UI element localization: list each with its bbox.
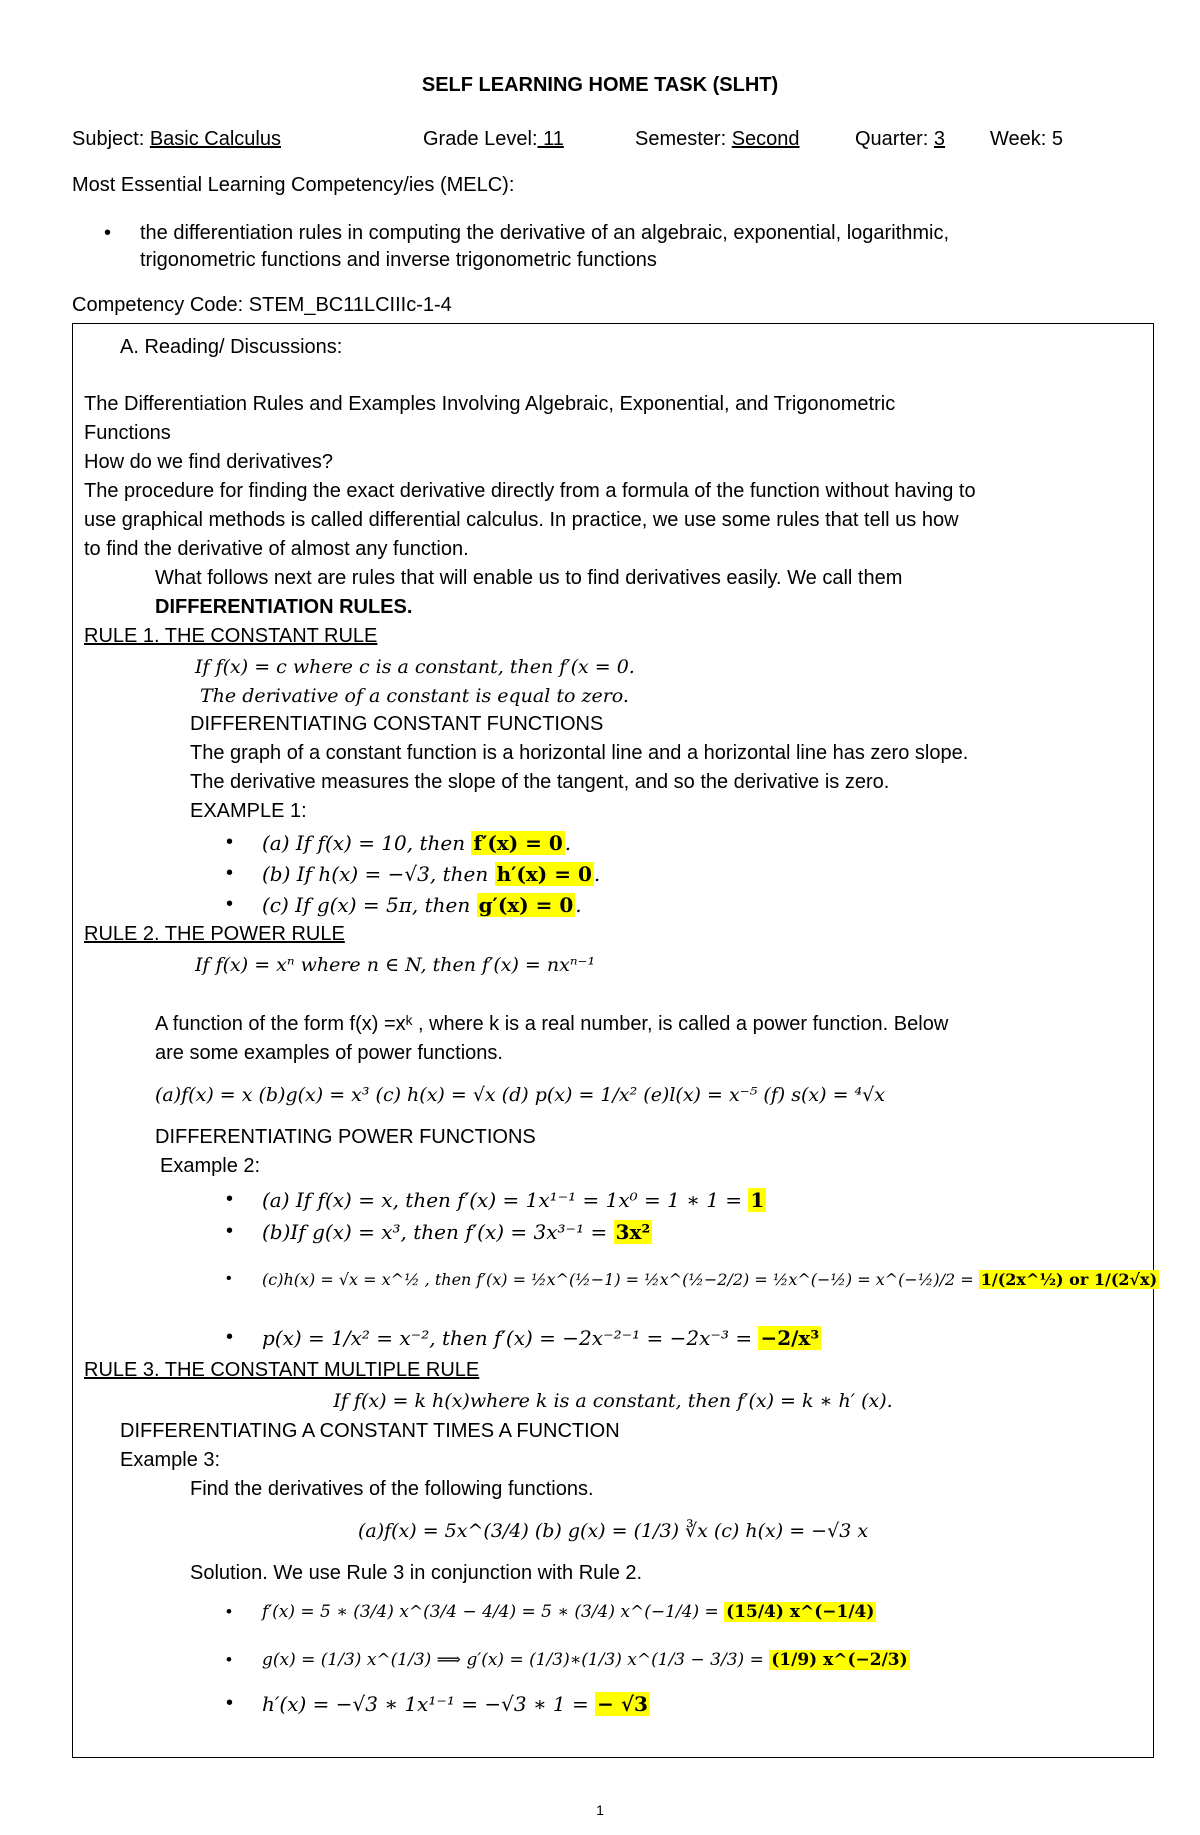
grade-label: Grade Level:	[423, 128, 538, 150]
rule3-title: RULE 3. THE CONSTANT MULTIPLE RULE	[84, 1359, 480, 1381]
rule2-formula: If f(x) = xⁿ where n ∈ N, then f′(x) = nxⁿ⁻¹	[195, 954, 596, 976]
example3-item: • g(x) = (1/3) x^(1/3) ⟹ g′(x) = (1/3)∗(1/3) x^(1/3 − 3/3) = (1/9) x^(−2/3)	[262, 1650, 910, 1670]
example2-item: • (b)If g(x) = x³, then f′(x) = 3x³⁻¹ = 3x²	[262, 1220, 652, 1244]
paragraph-line: The procedure for finding the exact derivative directly from a formula of the function without having to	[84, 480, 976, 502]
rule2-subheading: DIFFERENTIATING POWER FUNCTIONS	[155, 1126, 536, 1148]
rule1-subheading: DIFFERENTIATING CONSTANT FUNCTIONS	[190, 713, 604, 735]
highlighted-answer: (1/9) x^(−2/3)	[771, 1650, 908, 1670]
document-title: SELF LEARNING HOME TASK (SLHT)	[421, 74, 779, 96]
quarter-line	[855, 128, 945, 151]
competency-code: Competency Code: STEM_BC11LCIIIc-1-4	[72, 294, 452, 316]
melc-bullet-cont: trigonometric functions and inverse trigonometric functions	[140, 249, 657, 271]
highlighted-answer: 3x²	[615, 1220, 651, 1244]
paragraph-line: What follows next are rules that will enable us to find derivatives easily. We call them	[155, 567, 903, 589]
rule3-formula: If f(x) = k h(x)where k is a constant, then f′(x) = k ∗ h′ (x).	[333, 1390, 893, 1412]
example1-label: EXAMPLE 1:	[190, 800, 307, 822]
example2-item: • p(x) = 1/x² = x⁻², then f′(x) = −2x⁻²⁻¹ = −2x⁻³ = −2/x³	[262, 1326, 821, 1350]
example2-item: • (a) If f(x) = x, then f′(x) = 1x¹⁻¹ = 1x⁰ = 1 ∗ 1 = 1	[262, 1188, 766, 1212]
example2-label: Example 2:	[160, 1155, 261, 1177]
semester-value: Second	[731, 128, 800, 150]
example3-item: • f′(x) = 5 ∗ (3/4) x^(3/4 − 4/4) = 5 ∗ (3/4) x^(−1/4) = (15/4) x^(−1/4)	[262, 1602, 876, 1622]
rule2-text: A function of the form f(x) =xᵏ , where k is a real number, is called a power function. Below	[155, 1013, 949, 1035]
highlighted-answer: f′(x) = 0	[473, 831, 563, 855]
semester-label: Semester:	[635, 128, 727, 150]
subject-value: Basic Calculus	[149, 128, 281, 150]
quarter-label: Quarter:	[855, 128, 929, 150]
week-line: Week: 5	[990, 128, 1063, 150]
quarter-value: 3	[933, 128, 946, 150]
melc-label: Most Essential Learning Competency/ies (MELC):	[72, 174, 515, 196]
page-number: 1	[596, 1802, 604, 1818]
paragraph-line: use graphical methods is called differential calculus. In practice, we use some rules that tell us how	[84, 509, 959, 531]
highlighted-answer: h′(x) = 0	[496, 862, 592, 886]
highlighted-answer: (15/4) x^(−1/4)	[726, 1602, 875, 1622]
rule1-text: The derivative measures the slope of the tangent, and so the derivative is zero.	[190, 771, 890, 793]
rule1-note: The derivative of a constant is equal to zero.	[200, 685, 629, 707]
grade-value: 11	[537, 128, 564, 150]
highlighted-answer: 1/(2x^½) or 1/(2√x)	[980, 1270, 1158, 1289]
semester-line	[635, 128, 800, 151]
example3-item: • h′(x) = −√3 ∗ 1x¹⁻¹ = −√3 ∗ 1 = − √3	[262, 1692, 650, 1716]
example3-solution: Solution. We use Rule 3 in conjunction with Rule 2.	[190, 1562, 643, 1584]
rule1-title: RULE 1. THE CONSTANT RULE	[84, 625, 378, 647]
highlighted-answer: g′(x) = 0	[478, 893, 574, 917]
rule2-title: RULE 2. THE POWER RULE	[84, 923, 345, 945]
rule2-text: are some examples of power functions.	[155, 1042, 503, 1064]
example1-item: • (c) If g(x) = 5π, then g′(x) = 0 .	[262, 893, 582, 917]
differentiation-rules-label: DIFFERENTIATION RULES.	[155, 596, 413, 618]
topic-heading-cont: Functions	[84, 422, 171, 444]
rule1-text: The graph of a constant function is a horizontal line and a horizontal line has zero slope.	[190, 742, 969, 764]
highlighted-answer: −2/x³	[760, 1326, 820, 1350]
example3-instruction: Find the derivatives of the following functions.	[190, 1478, 594, 1500]
subject-label: Subject:	[72, 128, 145, 150]
section-a-heading: A. Reading/ Discussions:	[120, 336, 343, 358]
example3-label: Example 3:	[120, 1449, 221, 1471]
example3-functions: (a)f(x) = 5x^(3/4) (b) g(x) = (1/3) ∛x (c) h(x) = −√3 x	[357, 1520, 869, 1542]
highlighted-answer: 1	[750, 1188, 765, 1212]
example2-item: • (c)h(x) = √x = x^½ , then f′(x) = ½x^(½−1) = ½x^(½−2/2) = ½x^(−½) = x^(−½)/2 = 1/(2x^½) or 1/(2√x)	[262, 1270, 1159, 1289]
grade-line	[423, 128, 564, 151]
power-function-examples: (a)f(x) = x (b)g(x) = x³ (c) h(x) = √x (d) p(x) = 1/x² (e)l(x) = x⁻⁵ (f) s(x) = ⁴√x	[155, 1084, 885, 1106]
question: How do we find derivatives?	[84, 451, 334, 473]
example1-item: • (b) If h(x) = −√3, then h′(x) = 0 .	[262, 862, 600, 886]
paragraph-line: to find the derivative of almost any function.	[84, 538, 469, 560]
highlighted-answer: − √3	[597, 1692, 648, 1716]
rule3-subheading: DIFFERENTIATING A CONSTANT TIMES A FUNCTION	[120, 1420, 620, 1442]
subject-line	[72, 128, 281, 151]
topic-heading: The Differentiation Rules and Examples Involving Algebraic, Exponential, and Trigonometric	[84, 393, 896, 415]
rule1-formula: If f(x) = c where c is a constant, then f′(x = 0.	[195, 656, 635, 678]
example1-item: • (a) If f(x) = 10, then f′(x) = 0 .	[262, 831, 571, 855]
melc-bullet: • the differentiation rules in computing the derivative of an algebraic, exponential, logarithmic,	[140, 222, 949, 245]
